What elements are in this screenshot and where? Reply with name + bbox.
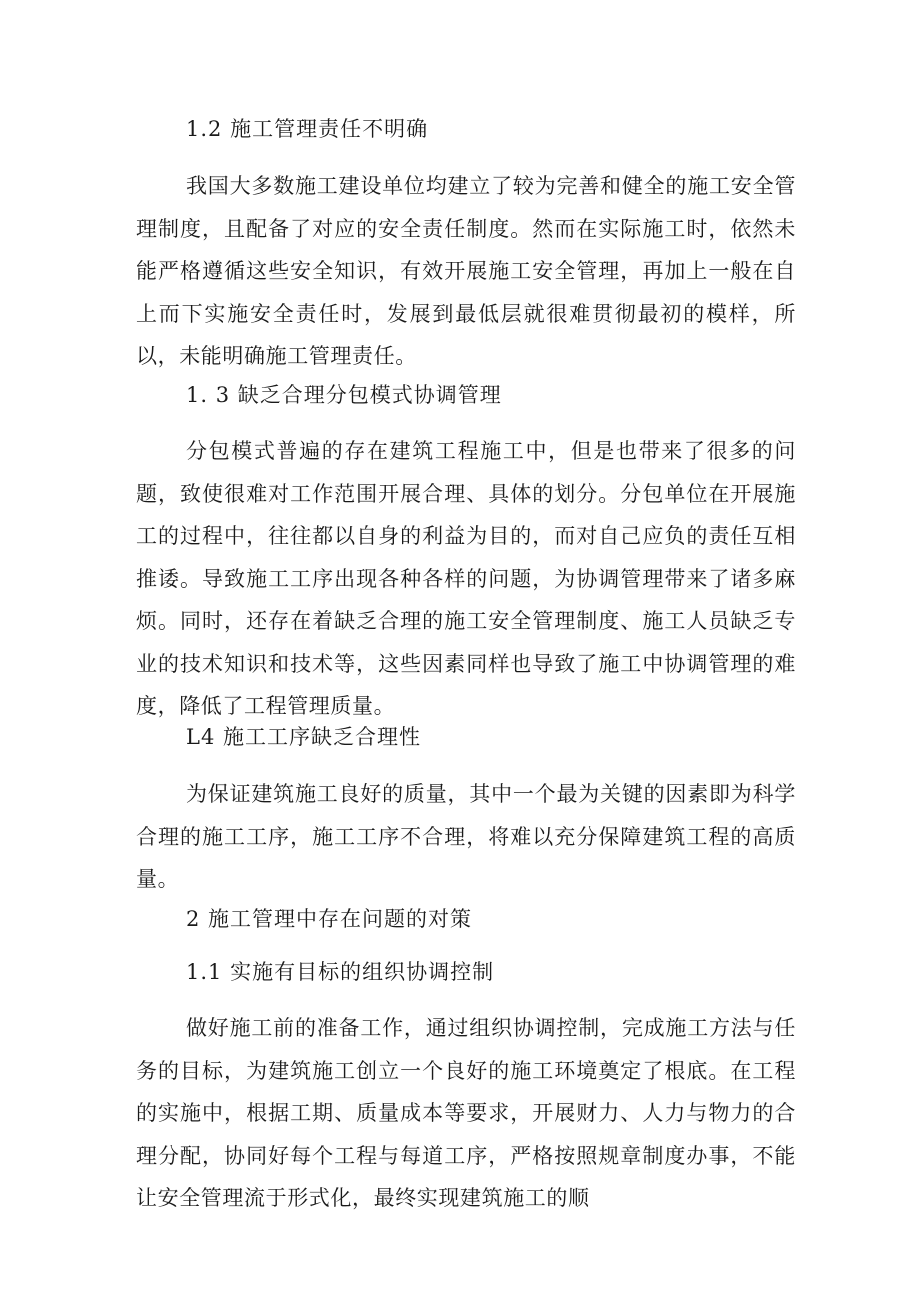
section-heading-1-4: L4 施工工序缺乏合理性 — [186, 725, 421, 749]
section-heading-1-3: 1. 3 缺乏合理分包模式协调管理 — [186, 383, 502, 407]
section-paragraph-1-4: 为保证建筑施工良好的质量，其中一个最为关键的因素即为科学合理的施工工序，施工工序不合理，将难以充分保障建筑工程的高质量。 — [136, 782, 796, 891]
section-paragraph-1-3: 分包模式普遍的存在建筑工程施工中，但是也带来了很多的问题，致使很难对工作范围开展合理、具体的划分。分包单位在开展施工的过程中，往往都以自身的利益为目的，而对自己应负的责任互相推诿。导致施工工序出现各种各样的问题，为协调管理带来了诸多麻烦。同时，还存在着缺乏合理的施工安全管理制度、施工人员缺乏专业的技术知识和技术等，这些因素同样也导致了施工中协调管理的难度，降低了工程管理质量。 — [136, 439, 796, 718]
section-heading-2: 2 施工管理中存在问题的对策 — [186, 907, 473, 931]
section-paragraph-1-2: 我国大多数施工建设单位均建立了较为完善和健全的施工安全管理制度，且配备了对应的安全责任制度。然而在实际施工时，依然未能严格遵循这些安全知识，有效开展施工安全管理，再加上一般在自上而下实施安全责任时，发展到最低层就很难贯彻最初的模样，所以，未能明确施工管理责任。 — [136, 174, 796, 368]
section-paragraph-1-1: 做好施工前的准备工作，通过组织协调控制，完成施工方法与任务的目标，为建筑施工创立一个良好的施工环境奠定了根底。在工程的实施中，根据工期、质量成本等要求，开展财力、人力与物力的合理分配，协同好每个工程与每道工序，严格按照规章制度办事，不能让安全管理流于形式化，最终实现建筑施工的顺 — [136, 1016, 796, 1210]
section-heading-1-2: 1.2 施工管理责任不明确 — [186, 117, 429, 141]
section-heading-1-1: 1.1 实施有目标的组织协调控制 — [186, 960, 495, 984]
